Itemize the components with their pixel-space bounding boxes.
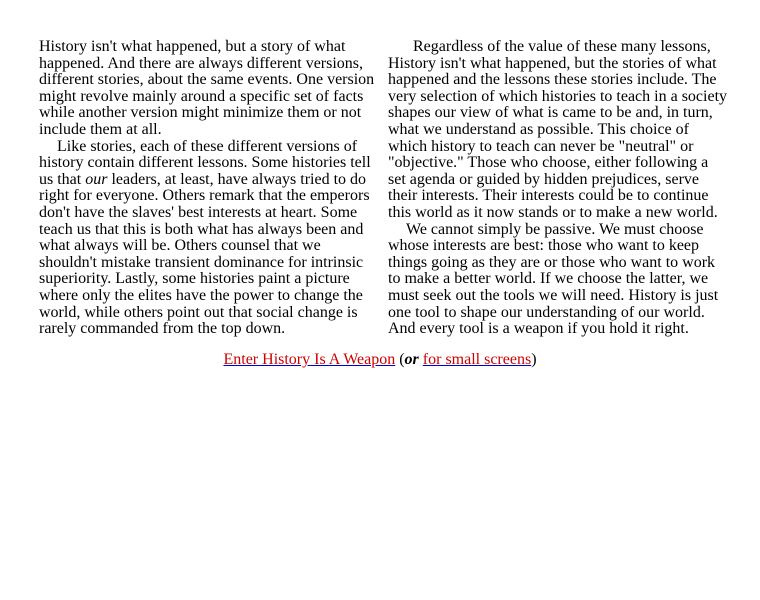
small-screens-link[interactable]: for small screens	[422, 351, 532, 368]
footer-links	[0, 352, 760, 369]
left-column	[39, 39, 375, 338]
close-paren: )	[531, 351, 537, 368]
emphasis-our: our	[85, 170, 108, 188]
right-paragraph-2: We cannot simply be passive. We must choose whose interests are best: those who want to keep things going as they are or those who want to work to make a better world. If we choose the latter, we must seek out the tools we will need. History is just one tool to shape our understanding of our world. And every tool is a weapon if you hold it right.	[388, 220, 719, 338]
left-paragraph-2	[39, 139, 375, 338]
enter-link[interactable]: Enter History Is A Weapon	[223, 351, 396, 368]
right-paragraph-1: Regardless of the value of these many lessons, History isn't what happened, but the stories of what happened and the lessons these stories include. The very selection of which histories to teach in a society shapes our view of what is came to be and, in turn, what we understand as possible. This choice of which history to teach can never be "neutral" or "objective." Those who choose, either following a set agenda or guided by hidden prejudices, serve their interests. Their interests could be to continue this world as it now stands or to make a new world.	[388, 38, 728, 221]
left-paragraph-1: History isn't what happened, but a story of what happened. And there are always different versions, different stories, about the same events. One version might revolve mainly around a specific set of facts while another version might minimize them or not include them at all.	[39, 38, 375, 138]
or-text: or	[404, 351, 419, 368]
open-paren: (	[399, 351, 405, 368]
left-paragraph-2-end: leaders, at least, have always tried to do right for everyone. Others remark that the emperors don't have the slaves' best interests at heart. Some teach us that this is both what has always been and what always will be. Others counsel that we shouldn't mistake transient dominance for intrinsic superiority. Lastly, some histories paint a picture where only the elites have the power to change the world, while others point out that social change is rarely commanded from the top down.	[39, 170, 370, 338]
left-paragraph-2-start: Like stories, each of these different versions of history contain different lessons. Some histories tell us that	[39, 137, 371, 188]
right-column	[388, 39, 728, 338]
